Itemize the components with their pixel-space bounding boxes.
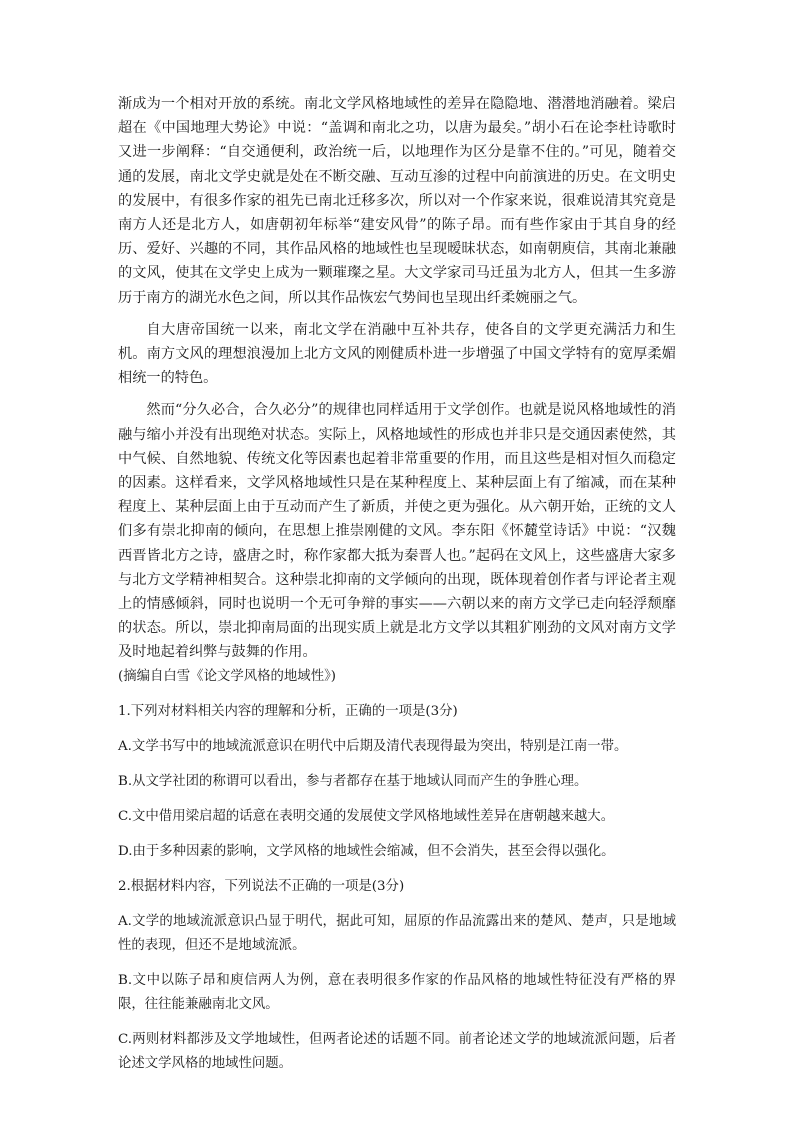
question-2-option-b: B.文中以陈子昂和庾信两人为例，意在表明很多作家的作品风格的地域性特征没有严格的界限，往往能兼融南北文风。 (118, 972, 676, 1012)
passage-paragraph-1: 渐成为一个相对开放的系统。南北文学风格地域性的差异在隐隐地、潜潜地消融着。梁启超在《中国地理大势论》中说：“盖调和南北之功，以唐为最矣。”胡小石在论李杜诗歌时又进一步阐释：“自交通便利，政治统一后，以地理作为区分是靠不住的。”可见，随着交通的发展，南北文学史就是处在不断交融、互动互渗的过程中向前演进的历史。在文明史的发展中，有很多作家的祖先已南北迁移多次，所以对一个作家来说，很难说清其究竟是南方人还是北方人，如唐朝初年标举“建安风骨”的陈子昂。而有些作家由于其自身的经历、爱好、兴趣的不同，其作品风格的地域性也呈现暧昧状态，如南朝庾信，其南北兼融的文风，使其在文学史上成为一颗璀璨之星。大文学家司马迁虽为北方人，但其一生多游历于南方的湖光水色之间，所以其作品恢宏气势间也呈现出纤柔婉丽之气。 (118, 96, 676, 306)
passage-paragraph-2: 自大唐帝国统一以来，南北文学在消融中互补共存，使各自的文学更充满活力和生机。南方文风的理想浪漫加上北方文风的刚健质朴进一步增强了中国文学特有的宽厚柔媚相统一的特色。 (118, 321, 676, 387)
question-2-option-c: C.两则材料都涉及文学地域性，但两者论述的话题不同。前者论述文学的地域流派问题，后者论述文学风格的地域性问题。 (118, 1031, 676, 1071)
question-1-option-d: D.由于多种因素的影响，文学风格的地域性会缩减，但不会消失，甚至会得以强化。 (118, 843, 615, 859)
question-2-stem: 2.根据材料内容，下列说法不正确的一项是(3分) (118, 878, 405, 894)
question-1-option-b: B.从文学社团的称谓可以看出，参与者都存在基于地域认同而产生的争胜心理。 (118, 773, 588, 789)
question-1-option-a: A.文学书写中的地域流派意识在明代中后期及清代表现得最为突出，特别是江南一带。 (118, 738, 628, 754)
passage-paragraph-3: 然而“分久必合，合久必分”的规律也同样适用于文学创作。也就是说风格地域性的消融与缩小并没有出现绝对状态。实际上，风格地域性的形成也并非只是交通因素使然，其中气候、自然地貌、传统文化等因素也起着非常重要的作用，而且这些是相对恒久而稳定的因素。这样看来，文学风格地域性只是在某种程度上、某种层面上有了缩减，而在某种程度上、某种层面上由于互动而产生了新质，并使之更为强化。从六朝开始，正统的文人们多有崇北抑南的倾向，在思想上推崇刚健的文风。李东阳《怀麓堂诗话》中说：“汉魏西晋皆北方之诗，盛唐之时，称作家都大抵为秦晋人也。”起码在文风上，这些盛唐大家多与北方文学精神相契合。这种崇北抑南的文学倾向的出现，既体现着创作者与评论者主观上的情感倾斜，同时也说明一个无可争辩的事实——六朝以来的南方文学已走向轻浮颓靡的状态。所以，崇北抑南局面的出现实质上就是北方文学以其粗犷刚劲的文风对南方文学及时地起着纠弊与鼓舞的作用。 (118, 402, 676, 661)
document-page (118, 92, 676, 1076)
question-2-option-a: A.文学的地域流派意识凸显于明代，据此可知，屈原的作品流露出来的楚风、楚声，只是地域性的表现，但还不是地域流派。 (118, 913, 676, 953)
question-1-option-c: C.文中借用梁启超的话意在表明交通的发展使文学风格地域性差异在唐朝越来越大。 (118, 808, 615, 824)
question-1-stem: 1.下列对材料相关内容的理解和分析，正确的一项是(3分) (118, 703, 458, 719)
passage-source: (摘编自白雪《论文学风格的地域性》) (118, 668, 336, 684)
